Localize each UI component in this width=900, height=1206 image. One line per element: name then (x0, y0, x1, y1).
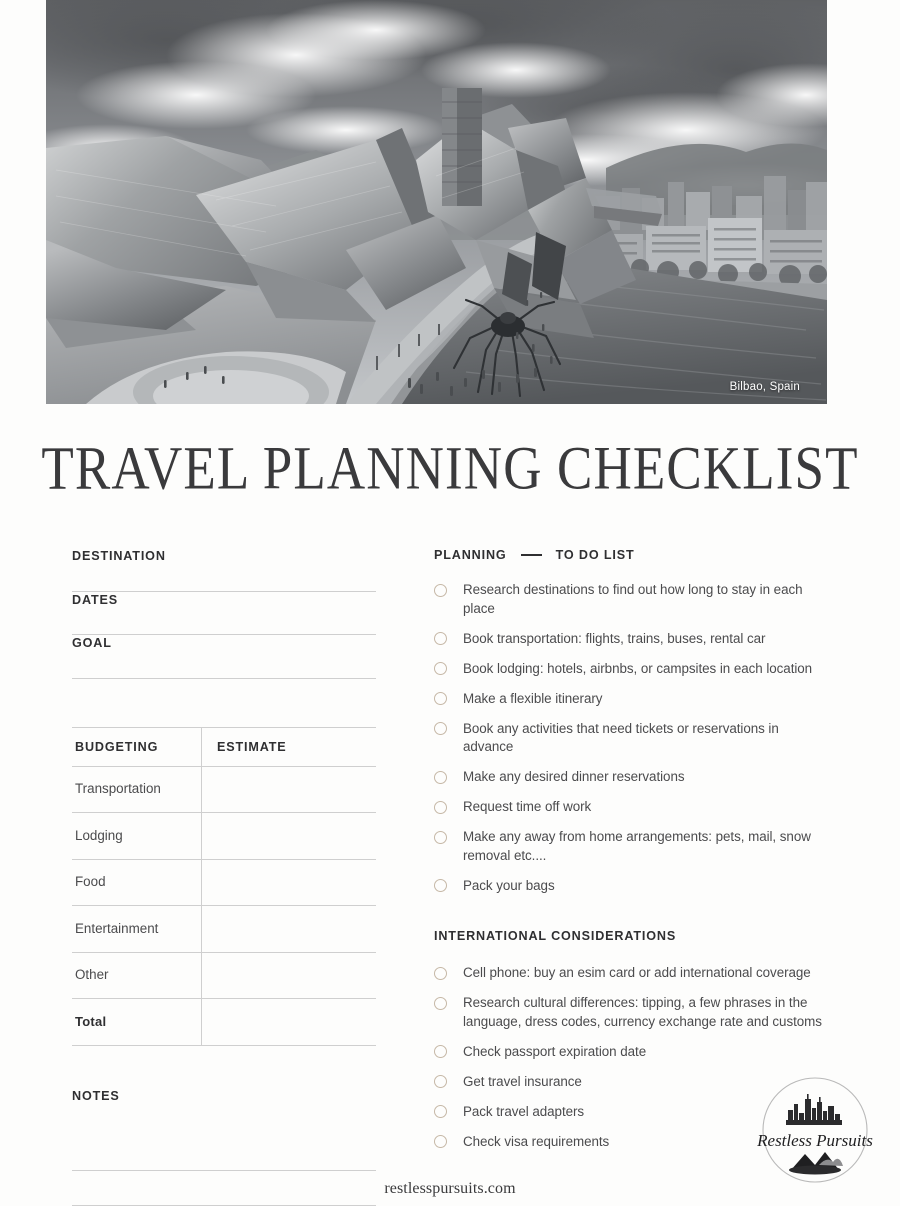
list-item[interactable] (434, 877, 828, 896)
list-item[interactable] (434, 964, 828, 983)
em-dash-divider (521, 554, 542, 556)
list-item-label: Check passport expiration date (463, 1043, 647, 1059)
table-row[interactable] (72, 860, 376, 907)
list-item-label: Get travel insurance (463, 1073, 582, 1089)
checkbox-circle-icon[interactable] (434, 662, 447, 675)
list-item[interactable] (434, 798, 828, 817)
list-item-label: Book transportation: flights, trains, buses, rental car (463, 630, 766, 646)
list-item[interactable] (434, 581, 828, 618)
budget-category: Food (75, 874, 106, 890)
table-row[interactable] (72, 953, 376, 1000)
notes-line[interactable] (72, 1136, 376, 1171)
planning-heading-right: TO DO LIST (555, 548, 635, 562)
list-item-label: Research cultural differences: tipping, a few phrases in the language, dress codes, currency exchange rate and customs (463, 995, 822, 1029)
budget-table-header-row (72, 728, 376, 767)
field-dates-label: DATES (72, 592, 118, 607)
checkbox-circle-icon[interactable] (434, 692, 447, 705)
list-item[interactable] (434, 828, 828, 865)
list-item-label: Request time off work (463, 799, 592, 814)
checkbox-circle-icon[interactable] (434, 997, 447, 1010)
checkbox-circle-icon[interactable] (434, 1075, 447, 1088)
international-heading (434, 929, 828, 943)
checkbox-circle-icon[interactable] (434, 801, 447, 814)
notes-label: NOTES (72, 1088, 120, 1103)
footer-url: restlesspursuits.com (384, 1180, 516, 1197)
list-item-label: Make any away from home arrangements: pets, mail, snow removal etc.... (463, 829, 811, 863)
list-item[interactable] (434, 660, 828, 679)
estimate-column-header: ESTIMATE (217, 739, 287, 754)
page-title: TRAVEL PLANNING CHECKLIST (41, 435, 859, 503)
field-dates[interactable] (72, 592, 376, 636)
budget-category: Entertainment (75, 920, 159, 936)
list-item-label: Check visa requirements (463, 1133, 610, 1149)
budget-total-label: Total (75, 1013, 107, 1029)
checkbox-circle-icon[interactable] (434, 879, 447, 892)
checkbox-circle-icon[interactable] (434, 1135, 447, 1148)
field-goal[interactable] (72, 635, 376, 679)
planning-heading-left: PLANNING (434, 548, 507, 562)
checkbox-circle-icon[interactable] (434, 632, 447, 645)
budget-table (72, 727, 376, 1046)
budget-table-divider (201, 728, 202, 1046)
checkbox-circle-icon[interactable] (434, 584, 447, 597)
table-row[interactable] (72, 906, 376, 953)
checkbox-circle-icon[interactable] (434, 1105, 447, 1118)
list-item[interactable] (434, 720, 828, 757)
budget-category: Other (75, 967, 109, 983)
international-heading-label: INTERNATIONAL CONSIDERATIONS (434, 929, 677, 943)
field-destination-label: DESTINATION (72, 549, 166, 563)
list-item-label: Research destinations to find out how long to stay in each place (463, 582, 803, 616)
checkbox-circle-icon[interactable] (434, 831, 447, 844)
list-item-label: Cell phone: buy an esim card or add international coverage (463, 965, 811, 980)
hero-photo (46, 0, 827, 404)
budget-category: Lodging (75, 827, 123, 843)
list-item[interactable] (434, 630, 828, 649)
list-item-label: Pack travel adapters (463, 1103, 585, 1119)
brand-logo (755, 1070, 875, 1190)
list-item-label: Make a flexible itinerary (463, 690, 603, 706)
list-item-label: Book lodging: hotels, airbnbs, or campsites in each location (463, 660, 813, 676)
list-item-label: Book any activities that need tickets or reservations in advance (463, 720, 779, 754)
checkbox-circle-icon[interactable] (434, 967, 447, 980)
field-destination[interactable] (72, 548, 376, 592)
list-item[interactable] (434, 994, 828, 1031)
table-row[interactable] (72, 767, 376, 814)
budget-category: Transportation (75, 781, 161, 797)
checkbox-circle-icon[interactable] (434, 1045, 447, 1058)
table-row-total[interactable] (72, 999, 376, 1046)
list-item-label: Make any desired dinner reservations (463, 769, 685, 784)
left-column (72, 548, 376, 1206)
list-item[interactable] (434, 690, 828, 709)
list-item[interactable] (434, 768, 828, 787)
checkbox-circle-icon[interactable] (434, 722, 447, 735)
bilbao-guggenheim-image (46, 0, 827, 404)
list-item[interactable] (434, 1043, 828, 1062)
table-row[interactable] (72, 813, 376, 860)
budget-column-header: BUDGETING (75, 739, 159, 754)
logo-wordmark: Restless Pursuits (757, 1131, 873, 1150)
restless-pursuits-logo-icon (755, 1070, 875, 1190)
field-goal-label: GOAL (72, 636, 112, 650)
planning-heading (434, 548, 828, 562)
photo-caption: Bilbao, Spain (729, 381, 800, 393)
list-item-label: Pack your bags (463, 877, 555, 893)
checkbox-circle-icon[interactable] (434, 771, 447, 784)
